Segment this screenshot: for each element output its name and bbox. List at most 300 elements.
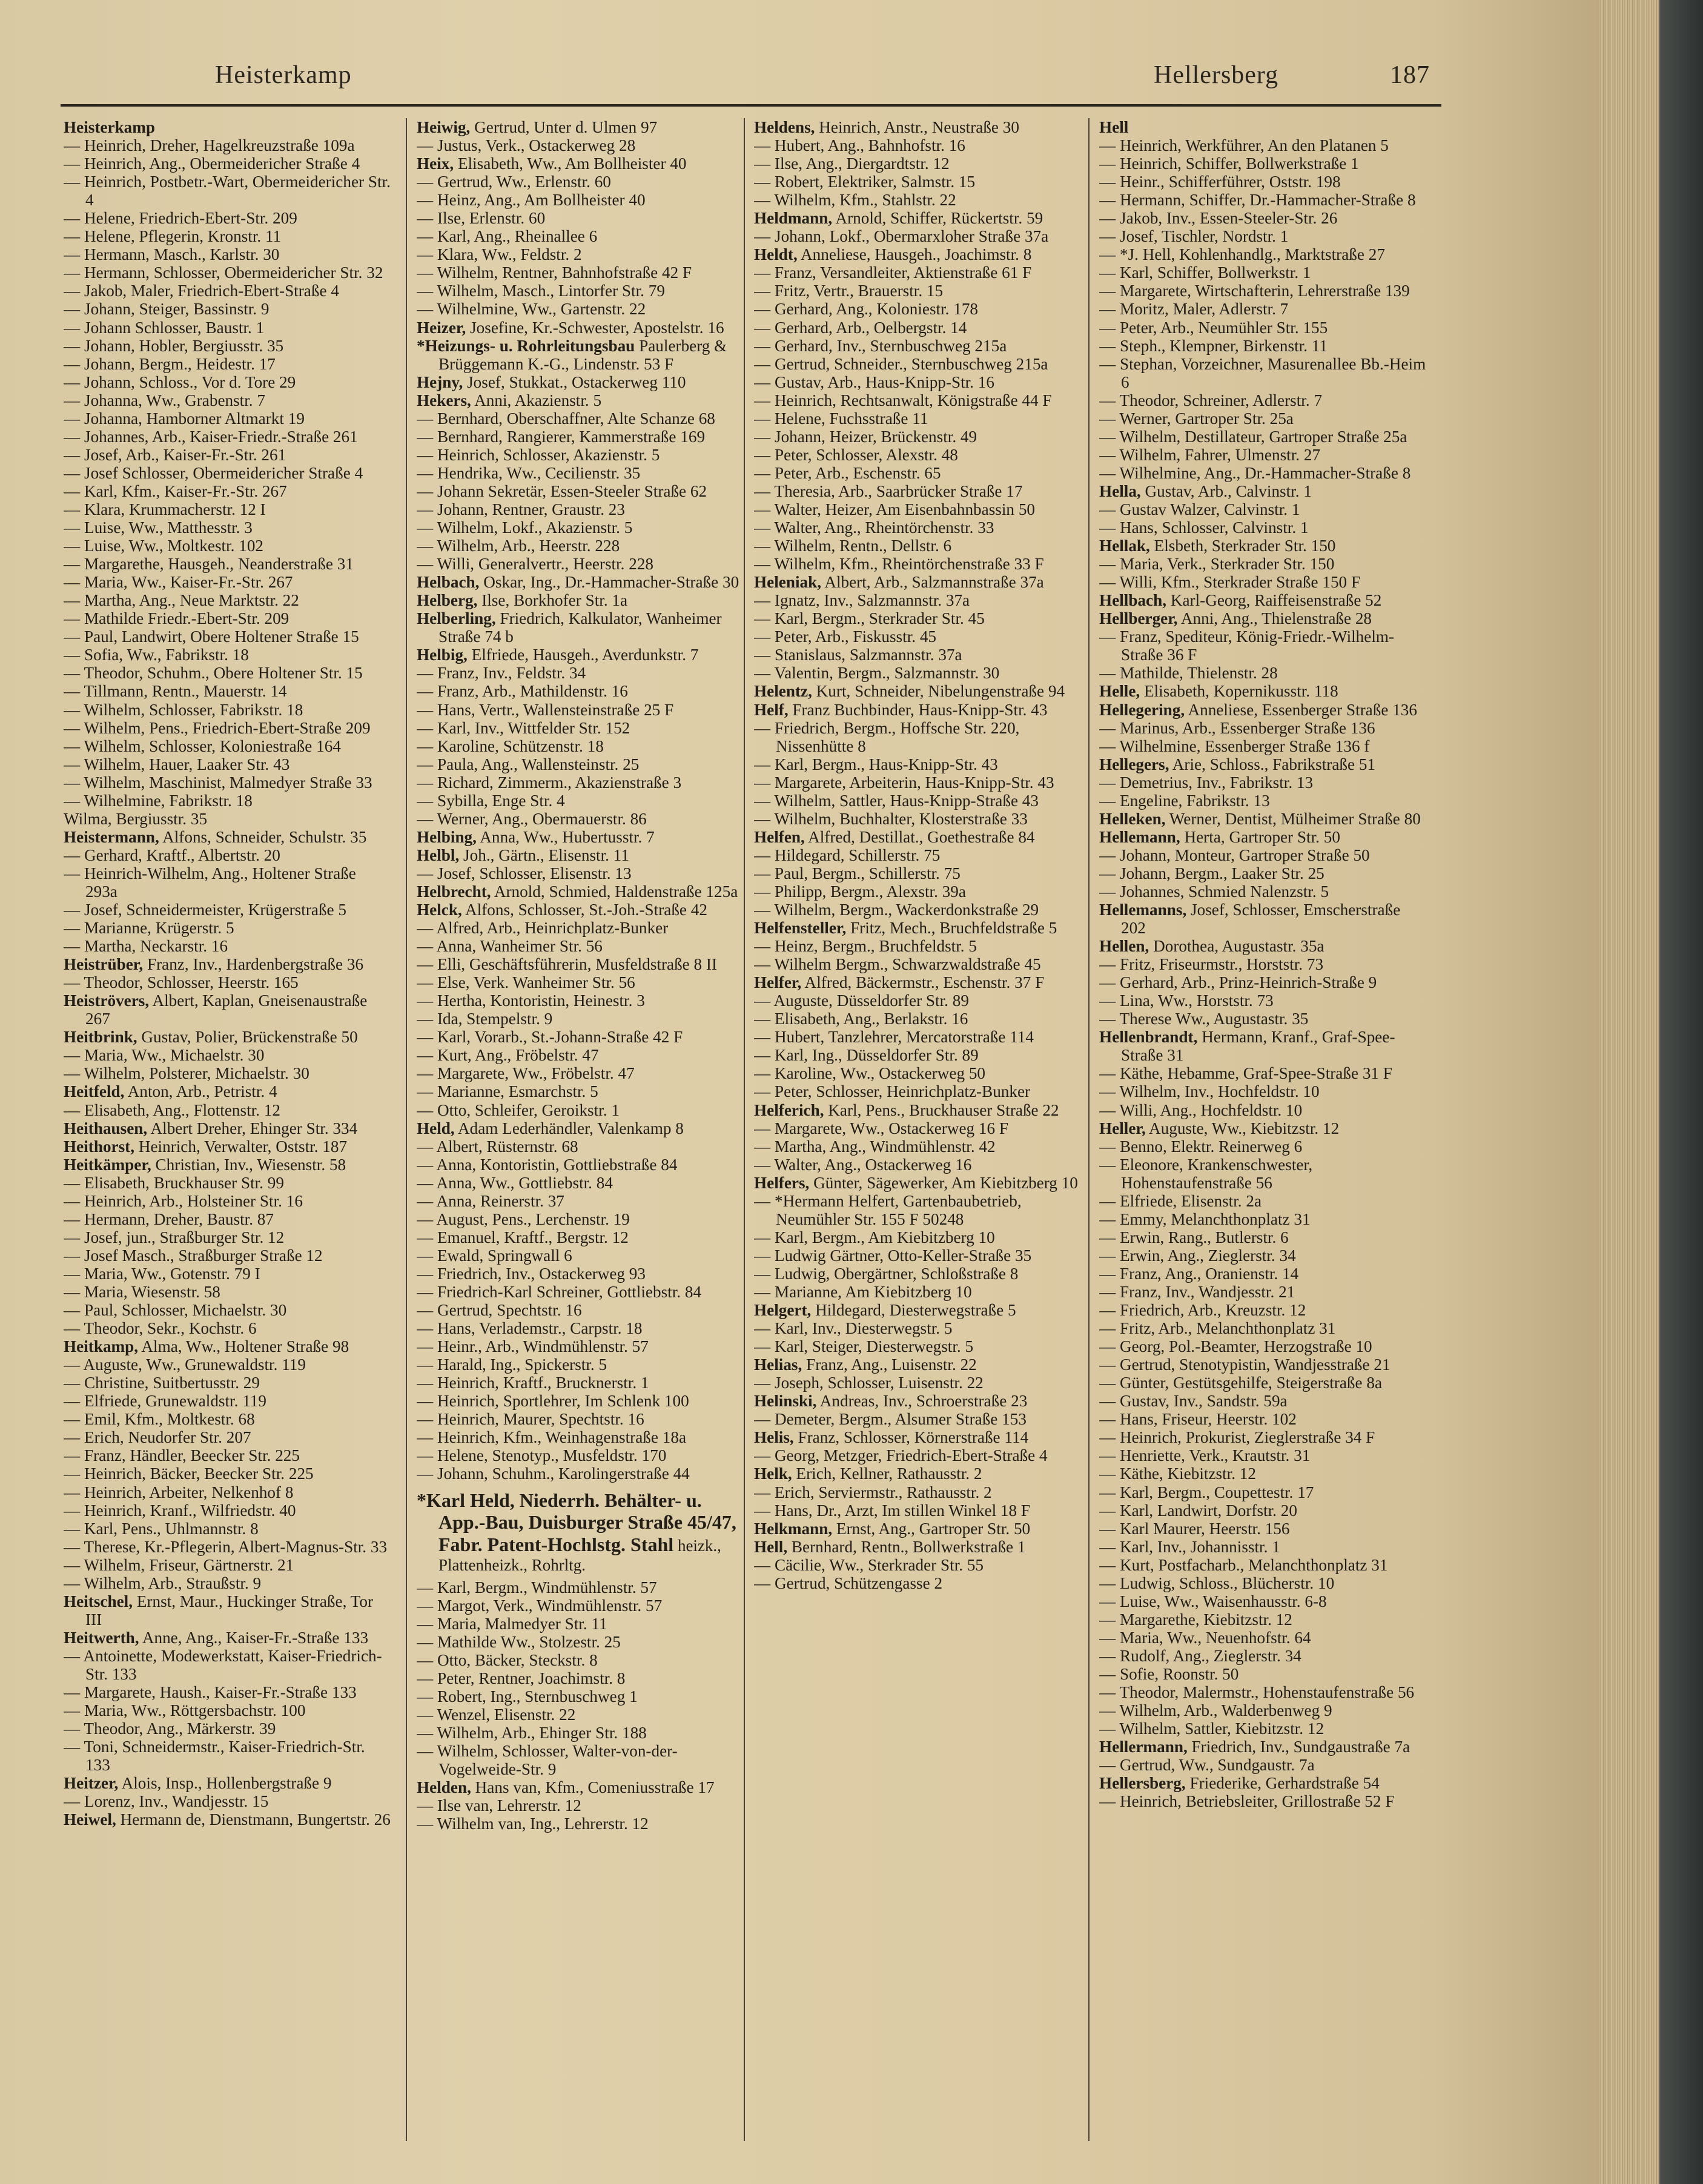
directory-entry <box>64 810 391 828</box>
directory-entry <box>1099 810 1426 828</box>
entry-text: — Auguste, Düsseldorfer Str. 89 <box>754 991 969 1010</box>
entry-text: Gustav, Polier, Brückenstraße 50 <box>137 1028 358 1047</box>
directory-entry <box>64 1119 391 1137</box>
directory-entry <box>1099 1610 1426 1629</box>
directory-entry <box>64 755 391 773</box>
directory-entry <box>417 1464 744 1483</box>
directory-entry <box>64 1028 391 1046</box>
entry-text: — Elisabeth, Bruckhauser Str. 99 <box>64 1173 284 1192</box>
directory-entry <box>1099 1064 1426 1082</box>
column-divider <box>406 118 407 2141</box>
directory-entry <box>417 319 744 337</box>
entry-text: — Gerhard, Arb., Oelbergstr. 14 <box>754 318 967 337</box>
surname-heading: Hellegers, <box>1099 755 1169 773</box>
entry-text: Alfons, Schneider, Schulstr. 35 <box>159 827 367 846</box>
entry-text: — Käthe, Kiebitzstr. 12 <box>1099 1464 1256 1483</box>
entry-text: — Wilhelm, Rentn., Dellstr. 6 <box>754 537 952 555</box>
directory-entry <box>1099 1301 1426 1319</box>
entry-text: — Martha, Ang., Windmühlenstr. 42 <box>754 1137 996 1156</box>
directory-entry <box>64 1319 391 1337</box>
directory-entry <box>1099 537 1426 555</box>
surname-heading: Heleniak, <box>754 573 822 592</box>
entry-text: — Gertrud, Stenotypistin, Wandjesstraße 21 <box>1099 1355 1391 1374</box>
surname-heading: Hellenbrandt, <box>1099 1028 1198 1047</box>
entry-text: — Gertrud, Ww., Sundgaustr. 7a <box>1099 1756 1315 1775</box>
directory-entry <box>1099 1082 1426 1100</box>
entry-text: Werner, Dentist, Mülheimer Straße 80 <box>1165 809 1421 828</box>
directory-entry <box>64 1774 391 1792</box>
entry-text: — Therese Ww., Augustastr. 35 <box>1099 1010 1309 1028</box>
surname-heading: Helberg, <box>417 591 478 610</box>
directory-entry <box>417 428 744 446</box>
directory-entry <box>754 1301 1081 1319</box>
entry-text: — Luise, Ww., Matthesstr. 3 <box>64 518 253 537</box>
entry-text: — Margarete, Haush., Kaiser-Fr.-Straße 133 <box>64 1683 357 1702</box>
directory-entry <box>417 1301 744 1319</box>
entry-text: — Franz, Inv., Wandjesstr. 21 <box>1099 1283 1295 1301</box>
directory-entry <box>1099 1119 1426 1137</box>
directory-entry <box>1099 1719 1426 1738</box>
entry-text: Adam Lederhändler, Valenkamp 8 <box>454 1119 684 1137</box>
directory-entry <box>64 355 391 373</box>
directory-entry <box>754 300 1081 318</box>
entry-text: — Heinrich, Bäcker, Beecker Str. 225 <box>64 1464 314 1483</box>
entry-text: — Alfred, Arb., Heinrichplatz-Bunker <box>417 919 669 938</box>
entry-text: — Valentin, Bergm., Salzmannstr. 30 <box>754 664 1000 683</box>
directory-entry <box>754 1374 1081 1392</box>
directory-entry <box>754 937 1081 955</box>
entry-text: Anna, Ww., Hubertusstr. 7 <box>476 827 655 846</box>
entry-text: — Wilhelm, Buchhalter, Klosterstraße 33 <box>754 809 1028 828</box>
entry-text: — Kurt, Ang., Fröbelstr. 47 <box>417 1046 599 1065</box>
entry-text: — Robert, Elektriker, Salmstr. 15 <box>754 173 976 191</box>
surname-heading: Helfer, <box>754 973 802 992</box>
directory-entry <box>64 1428 391 1446</box>
directory-entry <box>64 1464 391 1483</box>
entry-text: — Johann, Schuhm., Karolingerstraße 44 <box>417 1464 690 1483</box>
entry-text: — Josef, Tischler, Nordstr. 1 <box>1099 227 1289 246</box>
surname-heading: Heitkämper, <box>64 1155 151 1174</box>
entry-text: — Maria, Ww., Gotenstr. 79 I <box>64 1264 260 1283</box>
directory-entry <box>417 1796 744 1815</box>
entry-text: — Harald, Ing., Spickerstr. 5 <box>417 1355 607 1374</box>
directory-entry <box>64 518 391 537</box>
directory-entry <box>1099 1501 1426 1520</box>
surname-heading: Helleken, <box>1099 809 1166 828</box>
directory-entry <box>64 537 391 555</box>
directory-entry <box>417 391 744 409</box>
entry-text: — Maria, Malmedyer Str. 11 <box>417 1614 607 1633</box>
directory-entry <box>417 1706 744 1724</box>
entry-text: — Else, Verk. Wanheimer Str. 56 <box>417 973 635 992</box>
directory-entry <box>64 1374 391 1392</box>
directory-entry <box>64 1210 391 1228</box>
entry-text: — Paul, Bergm., Schillerstr. 75 <box>754 864 961 882</box>
entry-text: — Karoline, Ww., Ostackerweg 50 <box>754 1064 986 1083</box>
directory-entry <box>754 573 1081 591</box>
entry-text: — Friedrich-Karl Schreiner, Gottliebstr. 84 <box>417 1283 702 1301</box>
advertisement-text: heizk., Plattenheizk., Rohrltg. <box>438 1537 721 1574</box>
entry-text: — Franz, Ang., Oranienstr. 14 <box>1099 1264 1299 1283</box>
directory-entry <box>64 1810 391 1828</box>
entry-text: — Theodor, Sekr., Kochstr. 6 <box>64 1319 257 1338</box>
entry-text: — Wilhelmine, Essenberger Straße 136 f <box>1099 736 1370 755</box>
directory-entry <box>417 1010 744 1028</box>
directory-entry <box>64 591 391 609</box>
surname-heading: Helentz, <box>754 682 812 701</box>
directory-entry <box>417 1283 744 1301</box>
surname-heading: Hejny, <box>417 372 463 391</box>
column-divider <box>744 118 745 2141</box>
directory-entry <box>754 973 1081 991</box>
directory-entry <box>1099 1520 1426 1538</box>
entry-text: — Fritz, Vertr., Brauerstr. 15 <box>754 282 944 300</box>
entry-text: — Elfriede, Elisenstr. 2a <box>1099 1191 1262 1210</box>
running-head-left: Heisterkamp <box>215 61 352 89</box>
entry-text: — Gerhard, Ang., Koloniestr. 178 <box>754 300 979 319</box>
directory-entry <box>1099 1428 1426 1446</box>
surname-heading: Heldens, <box>754 118 815 136</box>
directory-entry <box>417 537 744 555</box>
directory-entry <box>64 464 391 482</box>
directory-entry <box>754 755 1081 773</box>
directory-entry <box>1099 355 1426 391</box>
directory-column-4 <box>1099 118 1426 2141</box>
directory-entry <box>754 1228 1081 1246</box>
entry-text: — Hans, Vertr., Wallensteinstraße 25 F <box>417 700 674 719</box>
directory-entry <box>1099 1319 1426 1337</box>
entry-text: — Gustav Walzer, Calvinstr. 1 <box>1099 500 1300 518</box>
directory-entry <box>417 1669 744 1687</box>
directory-entry <box>417 1028 744 1046</box>
directory-entry <box>417 719 744 737</box>
directory-column-3 <box>754 118 1081 2141</box>
entry-text: Josef, Stukkat., Ostackerweg 110 <box>463 372 686 391</box>
directory-entry <box>1099 173 1426 191</box>
entry-text: Oskar, Ing., Dr.-Hammacher-Straße 30 <box>479 573 739 592</box>
entry-text: — Elisabeth, Ang., Flottenstr. 12 <box>64 1100 280 1119</box>
directory-entry <box>417 500 744 518</box>
entry-text: — Wilhelm, Schlosser, Fabrikstr. 18 <box>64 700 303 719</box>
directory-entry <box>754 1392 1081 1410</box>
directory-entry <box>417 1156 744 1174</box>
directory-entry <box>64 955 391 973</box>
entry-text: — Käthe, Hebamme, Graf-Spee-Straße 31 F <box>1099 1064 1392 1083</box>
directory-entry <box>64 1137 391 1156</box>
entry-text: — Emanuel, Kraftf., Bergstr. 12 <box>417 1228 629 1246</box>
directory-entry <box>64 1246 391 1265</box>
directory-column-2 <box>417 118 744 2141</box>
entry-text: — Helene, Friedrich-Ebert-Str. 209 <box>64 209 297 228</box>
directory-entry <box>1099 1355 1426 1374</box>
directory-entry <box>64 773 391 792</box>
entry-text: — Anna, Kontoristin, Gottliebstraße 84 <box>417 1155 678 1174</box>
entry-text: Herta, Gartroper Str. 50 <box>1180 827 1340 846</box>
directory-entry <box>1099 300 1426 318</box>
entry-text: — Robert, Ing., Sternbuschweg 1 <box>417 1687 638 1706</box>
directory-entry <box>417 1174 744 1192</box>
entry-text: — Marinus, Arb., Essenberger Straße 136 <box>1099 718 1375 737</box>
surname-heading: Heix, <box>417 154 454 173</box>
directory-entry <box>64 1046 391 1064</box>
surname-heading: Heiwig, <box>417 118 471 136</box>
directory-entry <box>417 555 744 573</box>
directory-entry <box>417 263 744 282</box>
entry-text: — Luise, Ww., Moltkestr. 102 <box>64 537 264 555</box>
entry-text: Friederike, Gerhardstraße 54 <box>1185 1774 1380 1793</box>
entry-text: — Emmy, Melanchthonplatz 31 <box>1099 1209 1311 1228</box>
surname-heading: Hellak, <box>1099 537 1150 555</box>
entry-text: — Karl, Ang., Rheinallee 6 <box>417 227 598 246</box>
surname-heading: Hell <box>1099 118 1129 136</box>
directory-entry <box>64 227 391 245</box>
directory-entry <box>754 1265 1081 1283</box>
surname-heading: Helberling, <box>417 609 496 628</box>
directory-entry <box>417 1392 744 1410</box>
directory-entry <box>417 227 744 245</box>
directory-entry <box>64 391 391 409</box>
entry-text: — Johann, Lokf., Obermarxloher Straße 37a <box>754 227 1049 246</box>
directory-entry <box>1099 773 1426 792</box>
entry-text: — Johann, Hobler, Bergiusstr. 35 <box>64 336 284 355</box>
entry-text: — Wilhelm, Kfm., Stahlstr. 22 <box>754 191 956 210</box>
directory-entry <box>754 1355 1081 1374</box>
directory-entry <box>64 1192 391 1210</box>
entry-text: — Karl, Pens., Uhlmannstr. 8 <box>64 1519 259 1538</box>
entry-text: — Karl, Landwirt, Dorfstr. 20 <box>1099 1501 1297 1520</box>
directory-column-1 <box>64 118 391 2141</box>
directory-entry <box>64 627 391 646</box>
directory-entry <box>754 1064 1081 1082</box>
entry-text: — Wilhelm Bergm., Schwarzwaldstraße 45 <box>754 955 1041 974</box>
entry-text: — Franz, Spediteur, König-Friedr.-Wilhelm-Straße 36 F <box>1099 627 1395 664</box>
entry-text: Ernst, Maur., Huckinger Straße, Tor III <box>85 1592 374 1629</box>
surname-heading: Held, <box>417 1119 455 1137</box>
directory-entry <box>1099 955 1426 973</box>
entry-text: Franz, Schlosser, Körnerstraße 114 <box>793 1428 1029 1447</box>
directory-entry <box>754 664 1081 682</box>
surname-heading: Heitbrink, <box>64 1028 137 1047</box>
directory-entry <box>1099 1701 1426 1719</box>
entry-text: Anni, Ang., Thielenstraße 28 <box>1177 609 1372 628</box>
surname-heading: Helfers, <box>754 1173 810 1192</box>
entry-text: — Elfriede, Grunewaldstr. 119 <box>64 1392 266 1411</box>
directory-entry <box>1099 518 1426 537</box>
entry-text: — Theodor, Ang., Märkerstr. 39 <box>64 1719 276 1738</box>
entry-text: — Friedrich, Bergm., Hoffsche Str. 220, Nissenhütte 8 <box>754 718 1020 755</box>
entry-text: — Peter, Arb., Neumühler Str. 155 <box>1099 318 1328 337</box>
entry-text: — Wilhelm, Bergm., Wackerdonkstraße 29 <box>754 901 1039 919</box>
entry-text: — Friedrich, Inv., Ostackerweg 93 <box>417 1264 646 1283</box>
entry-text: — Bernhard, Oberschaffner, Alte Schanze 68 <box>417 409 715 428</box>
entry-text: — Ilse, Erlenstr. 60 <box>417 209 546 228</box>
entry-text: — Franz, Händler, Beecker Str. 225 <box>64 1446 300 1465</box>
entry-text: — Therese, Kr.-Pflegerin, Albert-Magnus-Str. 33 <box>64 1537 388 1556</box>
entry-text: — Franz, Inv., Feldstr. 34 <box>417 664 586 683</box>
directory-entry <box>417 1687 744 1706</box>
entry-text: — Richard, Zimmerm., Akazienstraße 3 <box>417 773 682 792</box>
directory-entry <box>1099 337 1426 355</box>
surname-heading: Hellberger, <box>1099 609 1178 628</box>
entry-text: — Karl, Bergm., Am Kiebitzberg 10 <box>754 1228 995 1246</box>
directory-entry <box>64 337 391 355</box>
entry-text: — Josef Masch., Straßburger Straße 12 <box>64 1246 323 1265</box>
directory-entry <box>64 1082 391 1100</box>
entry-text: — Philipp, Bergm., Alexstr. 39a <box>754 882 966 901</box>
surname-heading: Helk, <box>754 1464 792 1483</box>
entry-text: Friedrich, Inv., Sundgaustraße 7a <box>1187 1738 1410 1756</box>
entry-text: — Johann, Rentner, Graustr. 23 <box>417 500 625 518</box>
directory-entry <box>417 682 744 700</box>
directory-entry <box>417 245 744 263</box>
entry-text: — Sofia, Ww., Fabrikstr. 18 <box>64 646 249 664</box>
directory-entry <box>64 209 391 227</box>
entry-text: — Johann, Bergm., Heidestr. 17 <box>64 354 276 373</box>
entry-text: — Franz, Arb., Mathildenstr. 16 <box>417 682 628 701</box>
entry-text: — Engeline, Fabrikstr. 13 <box>1099 791 1270 810</box>
entry-text: — Helene, Fuchsstraße 11 <box>754 409 928 428</box>
entry-text: — Antoinette, Modewerkstatt, Kaiser-Friedrich-Str. 133 <box>64 1646 382 1683</box>
entry-text: Auguste, Ww., Kiebitzstr. 12 <box>1145 1119 1340 1137</box>
surname-heading: Helle, <box>1099 682 1140 701</box>
entry-text: — Ludwig, Schloss., Blücherstr. 10 <box>1099 1573 1335 1592</box>
directory-entry <box>754 191 1081 209</box>
entry-text: — Ilse, Ang., Diergardtstr. 12 <box>754 154 950 173</box>
directory-entry <box>64 555 391 573</box>
directory-entry <box>1099 1647 1426 1665</box>
directory-entry <box>64 701 391 719</box>
directory-entry <box>754 537 1081 555</box>
directory-entry <box>417 737 744 755</box>
entry-text: — Lina, Ww., Horststr. 73 <box>1099 991 1274 1010</box>
entry-text: — Demetrius, Inv., Fabrikstr. 13 <box>1099 773 1314 792</box>
directory-entry <box>754 1283 1081 1301</box>
directory-entry <box>754 1082 1081 1100</box>
entry-text: — Georg, Pol.-Beamter, Herzogstraße 10 <box>1099 1337 1372 1356</box>
entry-text: Josefine, Kr.-Schwester, Apostelstr. 16 <box>466 318 724 337</box>
directory-entry <box>64 428 391 446</box>
directory-entry <box>64 1574 391 1592</box>
directory-entry <box>417 646 744 664</box>
directory-entry <box>417 609 744 646</box>
directory-entry <box>64 1683 391 1701</box>
directory-entry <box>64 1792 391 1810</box>
entry-text: — Wilhelm, Arb., Ehinger Str. 188 <box>417 1724 647 1742</box>
directory-entry <box>64 1592 391 1629</box>
entry-text: Alfred, Bäckermstr., Eschenstr. 37 F <box>801 973 1045 992</box>
directory-entry <box>1099 882 1426 901</box>
entry-text: Anneliese, Essenberger Straße 136 <box>1185 700 1417 719</box>
directory-entry <box>754 1337 1081 1355</box>
entry-text: — Tillmann, Rentn., Mauerstr. 14 <box>64 682 287 701</box>
entry-text: — Hermann, Masch., Karlstr. 30 <box>64 245 280 264</box>
entry-text: Alma, Ww., Holtener Straße 98 <box>138 1337 349 1356</box>
entry-text: — Gerhard, Kraftf., Albertstr. 20 <box>64 845 280 864</box>
directory-entry <box>754 227 1081 245</box>
directory-entry <box>1099 1028 1426 1064</box>
directory-entry <box>1099 573 1426 591</box>
entry-text: — Peter, Arb., Fiskusstr. 45 <box>754 627 937 646</box>
entry-text: — Margarete, Wirtschafterin, Lehrerstraße 139 <box>1099 282 1410 300</box>
directory-entry <box>1099 1464 1426 1483</box>
entry-text: — Karl, Kfm., Kaiser-Fr.-Str. 267 <box>64 481 287 500</box>
directory-entry <box>64 1701 391 1719</box>
directory-entry <box>64 1538 391 1556</box>
directory-entry <box>1099 1337 1426 1355</box>
directory-entry <box>417 1597 744 1615</box>
surname-heading: Helias, <box>754 1355 802 1374</box>
entry-text: Albert Dreher, Ehinger Str. 334 <box>147 1119 358 1137</box>
entry-text: — Wilhelm, Pens., Friedrich-Ebert-Straße 209 <box>64 718 371 737</box>
entry-text: — Peter, Schlosser, Alexstr. 48 <box>754 445 958 464</box>
entry-text: — Willi, Ang., Hochfeldstr. 10 <box>1099 1100 1303 1119</box>
directory-entry <box>1099 846 1426 864</box>
directory-entry <box>1099 428 1426 446</box>
directory-entry <box>1099 973 1426 991</box>
entry-text: — Christine, Suitbertusstr. 29 <box>64 1374 260 1392</box>
directory-entry <box>754 1464 1081 1483</box>
surname-heading: Hekers, <box>417 391 471 409</box>
directory-entry <box>417 1101 744 1119</box>
directory-entry <box>417 955 744 973</box>
entry-text: — Margarete, Ww., Fröbelstr. 47 <box>417 1064 635 1083</box>
directory-entry <box>754 1137 1081 1156</box>
directory-entry <box>1099 1392 1426 1410</box>
entry-text: — Johann, Schloss., Vor d. Tore 29 <box>64 372 296 391</box>
entry-text: — Auguste, Ww., Grunewaldstr. 119 <box>64 1355 306 1374</box>
entry-text: — Heinr., Schifferführer, Oststr. 198 <box>1099 173 1341 191</box>
entry-text: — Justus, Verk., Ostackerweg 28 <box>417 136 636 155</box>
entry-text: — Mathilde, Thielenstr. 28 <box>1099 664 1278 683</box>
directory-entry <box>417 173 744 191</box>
entry-text: — Johanna, Ww., Grabenstr. 7 <box>64 391 265 409</box>
entry-text: — Maria, Ww., Kaiser-Fr.-Str. 267 <box>64 573 293 592</box>
directory-entry <box>64 1738 391 1774</box>
entry-text: — Karoline, Schützenstr. 18 <box>417 736 604 755</box>
entry-text: — Hermann, Schlosser, Obermeidericher Str. 32 <box>64 263 383 282</box>
directory-entry <box>417 1046 744 1064</box>
entry-text: — Maria, Wiesenstr. 58 <box>64 1283 220 1301</box>
entry-text: — Friedrich, Arb., Kreuzstr. 12 <box>1099 1301 1306 1320</box>
entry-text: — Willi, Kfm., Sterkrader Straße 150 F <box>1099 573 1361 592</box>
directory-entry <box>754 518 1081 537</box>
directory-entry <box>417 1374 744 1392</box>
directory-entry <box>64 500 391 518</box>
surname-heading: Heiwel, <box>64 1810 116 1829</box>
directory-entry <box>417 810 744 828</box>
entry-text: — Heinrich, Arbeiter, Nelkenhof 8 <box>64 1483 294 1501</box>
entry-text: — Erich, Neudorfer Str. 207 <box>64 1428 251 1447</box>
directory-entry <box>754 828 1081 846</box>
directory-entry <box>1099 1210 1426 1228</box>
entry-text: — Heinrich, Kfm., Weinhagenstraße 18a <box>417 1428 687 1447</box>
entry-text: — Heinrich, Betriebsleiter, Grillostraße 52 F <box>1099 1792 1395 1811</box>
directory-entry <box>64 1101 391 1119</box>
entry-text: — Heinrich, Postbetr.-Wart, Obermeidericher Str. 4 <box>64 173 391 210</box>
directory-entry <box>64 1392 391 1410</box>
entry-text: — Heinrich, Maurer, Spechtstr. 16 <box>417 1410 644 1429</box>
directory-entry <box>1099 1010 1426 1028</box>
entry-text: — Werner, Gartroper Str. 25a <box>1099 409 1294 428</box>
directory-entry <box>1099 1483 1426 1501</box>
entry-text: Wilma, Bergiusstr. 35 <box>64 809 208 828</box>
entry-text: — Peter, Arb., Eschenstr. 65 <box>754 463 941 482</box>
entry-text: Arnold, Schmied, Haldenstraße 125a <box>491 882 738 901</box>
directory-entry <box>417 1428 744 1446</box>
directory-entry <box>1099 391 1426 409</box>
directory-entry <box>1099 682 1426 700</box>
entry-text: — Margarethe, Kiebitzstr. 12 <box>1099 1610 1292 1629</box>
